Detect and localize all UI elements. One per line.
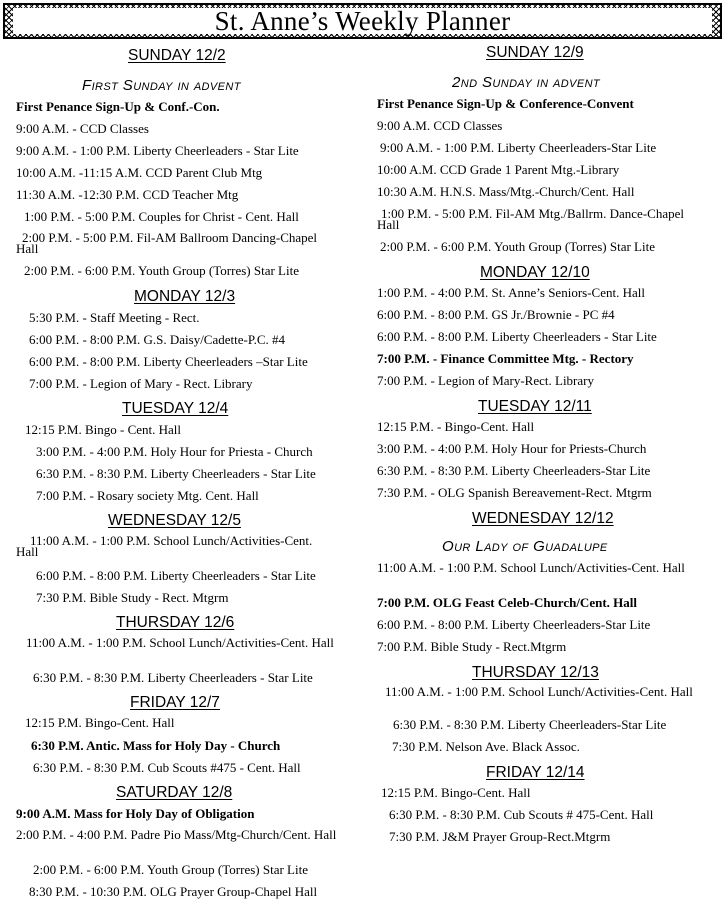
event-item: 7:30 P.M. J&M Prayer Group-Rect.Mtgrm — [389, 829, 611, 844]
event-item: 1:00 P.M. - 5:00 P.M. Fil-AM Mtg./Ballrm. Dance-Chapel Hall — [377, 206, 684, 232]
event-item: 7:00 P.M. - Legion of Mary - Rect. Library — [29, 376, 253, 391]
event-item: 6:00 P.M. - 8:00 P.M. Liberty Cheerleaders –Star Lite — [29, 354, 308, 369]
page-title: St. Anne’s Weekly Planner — [214, 6, 511, 36]
event-item: 7:30 P.M. Nelson Ave. Black Assoc. — [392, 739, 580, 754]
event-item: 2:00 P.M. - 6:00 P.M. Youth Group (Torres) Star Lite — [380, 239, 655, 254]
title-banner — [3, 3, 722, 39]
event-item: 7:00 P.M. - Legion of Mary-Rect. Library — [377, 373, 594, 388]
event-item: 8:30 P.M. - 10:30 P.M. OLG Prayer Group-Chapel Hall — [29, 884, 318, 899]
event-item: 2:00 P.M. - 6:00 P.M. Youth Group (Torres) Star Lite — [24, 263, 299, 278]
event-item: 7:30 P.M. - OLG Spanish Bereavement-Rect. Mtgrm — [377, 485, 652, 500]
event-item: 2:00 P.M. - 5:00 P.M. Fil-AM Ballroom Dancing-Chapel Hall — [16, 230, 318, 256]
event-item: 12:15 P.M. Bingo - Cent. Hall — [25, 422, 182, 437]
feast-first-sunday-advent: First Sunday in advent — [82, 77, 241, 94]
event-item: 6:00 P.M. - 8:00 P.M. GS Jr./Brownie - PC #4 — [377, 307, 615, 322]
event-item: 7:00 P.M. - Rosary society Mtg. Cent. Hall — [36, 488, 259, 503]
event-item: 11:00 A.M. - 1:00 P.M. School Lunch/Activities-Cent. Hall — [26, 635, 334, 650]
day-heading-thursday-12-6: THURSDAY 12/6 — [116, 614, 235, 631]
event-item: 10:00 A.M. -11:15 A.M. CCD Parent Club Mtg — [16, 165, 263, 180]
event-item: 6:00 P.M. - 8:00 P.M. G.S. Daisy/Cadette-P.C. #4 — [29, 332, 286, 347]
day-heading-thursday-12-13: THURSDAY 12/13 — [472, 664, 599, 681]
day-heading-sunday-12-2: SUNDAY 12/2 — [128, 47, 226, 64]
event-item: 7:00 P.M. - Finance Committee Mtg. - Rectory — [377, 351, 634, 366]
event-item: 10:30 A.M. H.N.S. Mass/Mtg.-Church/Cent. Hall — [377, 184, 635, 199]
event-item: 11:00 A.M. - 1:00 P.M. School Lunch/Activities-Cent. Hall — [16, 533, 313, 559]
event-item: 11:00 A.M. - 1:00 P.M. School Lunch/Activities-Cent. Hall — [385, 684, 693, 699]
event-item: 3:00 P.M. - 4:00 P.M. Holy Hour for Priests-Church — [377, 441, 647, 456]
event-item: 1:00 P.M. - 4:00 P.M. St. Anne’s Seniors-Cent. Hall — [377, 285, 645, 300]
event-item: 6:30 P.M. - 8:30 P.M. Liberty Cheerleaders-Star Lite — [393, 717, 667, 732]
event-item: 9:00 A.M. - CCD Classes — [16, 121, 149, 136]
day-heading-friday-12-14: FRIDAY 12/14 — [486, 764, 585, 781]
event-item: 11:30 A.M. -12:30 P.M. CCD Teacher Mtg — [16, 187, 239, 202]
event-item: 6:30 P.M. - 8:30 P.M. Liberty Cheerleaders - Star Lite — [33, 670, 313, 685]
event-item: 10:00 A.M. CCD Grade 1 Parent Mtg.-Library — [377, 162, 620, 177]
event-item: 7:30 P.M. Bible Study - Rect. Mtgrm — [36, 590, 229, 605]
event-item: 7:00 P.M. Bible Study - Rect.Mtgrm — [377, 639, 567, 654]
event-item: 5:30 P.M. - Staff Meeting - Rect. — [29, 310, 200, 325]
event-item: 2:00 P.M. - 6:00 P.M. Youth Group (Torres) Star Lite — [33, 862, 308, 877]
day-heading-wednesday-12-5: WEDNESDAY 12/5 — [108, 512, 241, 529]
event-item: 12:15 P.M. Bingo-Cent. Hall — [25, 715, 175, 730]
event-item: 6:00 P.M. - 8:00 P.M. Liberty Cheerleaders - Star Lite — [36, 568, 316, 583]
event-item: 9:00 A.M. - 1:00 P.M. Liberty Cheerleaders-Star Lite — [380, 140, 657, 155]
day-heading-tuesday-12-4: TUESDAY 12/4 — [122, 400, 229, 417]
event-item: 6:30 P.M. - 8:30 P.M. Cub Scouts # 475-Cent. Hall — [389, 807, 654, 822]
event-item: 1:00 P.M. - 5:00 P.M. Couples for Christ - Cent. Hall — [24, 209, 299, 224]
event-item: 6:30 P.M. - 8:30 P.M. Cub Scouts #475 - Cent. Hall — [33, 760, 301, 775]
event-item: First Penance Sign-Up & Conf.-Con. — [16, 99, 220, 114]
day-heading-sunday-12-9: SUNDAY 12/9 — [486, 44, 584, 61]
event-item: 12:15 P.M. Bingo-Cent. Hall — [381, 785, 531, 800]
day-heading-friday-12-7: FRIDAY 12/7 — [130, 694, 220, 711]
event-item: 6:00 P.M. - 8:00 P.M. Liberty Cheerleaders - Star Lite — [377, 329, 657, 344]
event-item: 2:00 P.M. - 4:00 P.M. Padre Pio Mass/Mtg-Church/Cent. Hall — [16, 827, 337, 842]
feast-our-lady-of-guadalupe: Our Lady of Guadalupe — [442, 538, 608, 555]
event-item: 6:30 P.M. Antic. Mass for Holy Day - Church — [31, 738, 281, 753]
event-item: 9:00 A.M. - 1:00 P.M. Liberty Cheerleaders - Star Lite — [16, 143, 299, 158]
event-item: 3:00 P.M. - 4:00 P.M. Holy Hour for Priesta - Church — [36, 444, 313, 459]
event-item: 12:15 P.M. - Bingo-Cent. Hall — [377, 419, 535, 434]
event-item: 11:00 A.M. - 1:00 P.M. School Lunch/Activities-Cent. Hall — [377, 560, 685, 575]
event-item: 6:30 P.M. - 8:30 P.M. Liberty Cheerleaders - Star Lite — [36, 466, 316, 481]
day-heading-monday-12-10: MONDAY 12/10 — [480, 264, 590, 281]
day-heading-wednesday-12-12: WEDNESDAY 12/12 — [472, 510, 614, 527]
event-item: 9:00 A.M. Mass for Holy Day of Obligation — [16, 806, 255, 821]
day-heading-saturday-12-8: SATURDAY 12/8 — [116, 784, 233, 801]
day-heading-tuesday-12-11: TUESDAY 12/11 — [478, 398, 592, 415]
event-item: 6:00 P.M. - 8:00 P.M. Liberty Cheerleaders-Star Lite — [377, 617, 651, 632]
title-banner-inner — [13, 8, 712, 34]
event-item: First Penance Sign-Up & Conference-Convent — [377, 96, 634, 111]
event-item: 9:00 A.M. CCD Classes — [377, 118, 503, 133]
event-item: 6:30 P.M. - 8:30 P.M. Liberty Cheerleaders-Star Lite — [377, 463, 651, 478]
feast-second-sunday-advent: 2nd Sunday in advent — [452, 74, 601, 91]
day-heading-monday-12-3: MONDAY 12/3 — [134, 288, 236, 305]
event-item: 7:00 P.M. OLG Feast Celeb-Church/Cent. Hall — [377, 595, 637, 610]
